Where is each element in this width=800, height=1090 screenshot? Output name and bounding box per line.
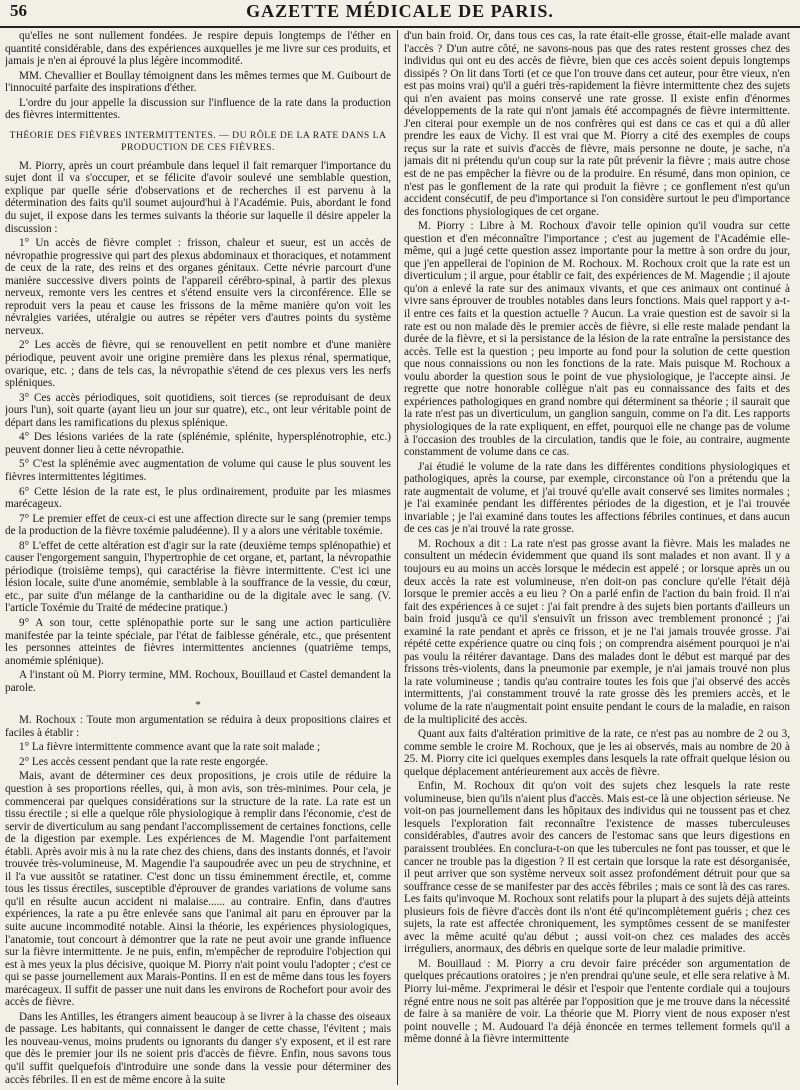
section-separator: * <box>195 699 201 712</box>
paragraph: d'un bain froid. Or, dans tous ces cas, la rate était-elle grosse, était-elle malade avant l'accès ? D'un autre côté, ne savons-nous pas que des rates restent grosses chez des individus qui ont eu des accès de fièvre, bien que ces accès soient depuis longtemps dissipés ? On lit dans Torti (et ce que l'on trouve dans cet auteur, pour être vieux, n'en est pas moins vrai) qu'il a guéri très-rapidement la fièvre intermittente chez des sujets qui n'en avaient pas moins conservé une rate grosse. Il existe enfin d'énormes développements de la rate qui n'ont jamais été accompagnés de fièvre intermittente. J'en citerai pour exemple un de nos confrères qui est dans ce cas et qui a dû aller prendre les eaux de Vichy. Il est vrai que M. Piorry a cité des exemples de coups reçus sur la rate et suivis d'accès de fièvre, mais personne ne doute, je sache, n'a jamais dit ni prétendu qu'un coup sur la rate pût prévenir la fièvre ; mais autre chose est de ne pas empêcher la fièvre ou de la produire. En résumé, dans mon opinion, ce n'est pas le gonflement de la rate qui produit la fièvre ; ce gonflement n'est qu'un accident consécutif, de peu d'importance si l'on considère surtout le peu d'importance des fonctions physiologiques de cet organe. <box>404 30 790 218</box>
journal-title: GAZETTE MÉDICALE DE PARIS. <box>246 1 554 21</box>
left-column <box>5 30 391 1085</box>
paragraph: 2° Les accès cessent pendant que la rate reste engorgée. <box>19 755 269 768</box>
paragraph: qu'elles ne sont nullement fondées. Je respire depuis longtemps de l'éther en quantité considérable, dans des expériences auxquelles je me livre sur ces produits, et jamais je n'en ai éprouvé la plus légère incommodité. <box>5 30 391 68</box>
paragraph: A l'instant où M. Piorry termine, MM. Rochoux, Bouillaud et Castel demandent la parole. <box>5 669 391 694</box>
paragraph: 8° L'effet de cette altération est d'agir sur la rate (deuxième temps splénopathie) et causer l'engorgement sanguin, l'hypertrophie de cet organe, et, partant, la névropathie périodique (troisième temps), qui caractérise la fièvre intermittente. C'est ici une lésion locale, suite d'une anomémie, semblable à la souffrance de la vessie, du cœur, etc., par suite d'un mélange de la cantharidine ou de la digitale avec le sang. (V. l'article Toxémie du Traité de médecine pratique.) <box>5 539 391 615</box>
right-column <box>404 30 790 1085</box>
paragraph: Mais, avant de déterminer ces deux propositions, je crois utile de réduire la question à ses proportions réelles, qui, à mon avis, son très-minimes. Pour cela, je commencerai par quelques considérations sur la structure de la rate. La rate est un tissu érectile ; si elle a quelque rôle physiologique à remplir dans l'économie, c'est de servir de diverticulum au sang pendant l'accomplissement de certaines fonctions, celle de la digestion par exemple. Les expériences de M. Magendie l'ont parfaitement établi. Après avoir mis à nu la rate chez des chiens, dans des instants donnés, et l'avoir trouvée très-volumineuse, M. Magendie l'a saupoudrée avec un peu de strychnine, et il l'a vue aussitôt se ratatiner. C'est donc un tissu éminemment érectile, et, comme tous les tissus érectiles, susceptible d'éprouver de grandes variations de volume sans qu'il en résulte aucun accident ni malaise...... au contraire. Enfin, dans d'autres expériences, la rate a pu être enlevée sans que l'animal ait paru en éprouver par la suite aucune incommodité notable. Ainsi la théorie, les expériences physiologiques, l'anatomie, tout concourt à démontrer que la rate ne peut avoir une grande influence sur la fièvre intermittente. Je ne puis, enfin, m'empêcher de reproduire l'objection qui est à mes yeux la plus décisive, quoique M. Piorry n'ait point voulu l'adopter ; c'est ce qui se passe journellement aux Marais-Pontins. Il en est de même dans tous les foyers marécageux. Il suffit de passer une nuit dans les environs de Rochefort pour avoir des accès de fièvre. <box>5 770 391 1009</box>
paragraph: M. Rochoux : Toute mon argumentation se réduira à deux propositions claires et faciles à établir : <box>5 714 391 739</box>
paragraph: 1° Un accès de fièvre complet : frisson, chaleur et sueur, est un accès de névropathie progressive qui part des plexus abdominaux et thoraciques, et notamment de ceux de la rate, des reins et des organes génitaux. Cette névrie parcourt d'une manière successive divers points de l'appareil cérébro-spinal, à partir des plexus nerveux, remonte vers les centres et s'étend ensuite vers la circonférence. Elle se reproduit vers la peau et cause les frissons de la même manière qu'on voit les névralgies variées, utéralgie ou autres se répéter vers d'autres points du système nerveux. <box>5 237 391 337</box>
paragraph: J'ai étudié le volume de la rate dans les différentes conditions physiologiques et pathologiques, après la course, par exemple, circonstance où l'on a prétendu que la rate augmentait de volume, et j'ai trouvé qu'elle avait conservé ses limites normales ; je l'ai examinée pendant les différentes périodes de la digestion, et je l'ai trouvée invariable ; je l'ai examiné dans toutes les affections fébriles continues, et dans aucun de ces cas je n'ai trouvé la rate grosse. <box>404 460 790 536</box>
column-divider <box>397 30 398 1085</box>
paragraph: 2° Les accès de fièvre, qui se renouvellent en petit nombre et d'une manière périodique, peuvent avoir une origine première dans les plexus rénal, spermatique, ovarique, etc. ; dans de tels cas, la névropathie s'étend de ces plexus vers les nerfs spléniques. <box>5 339 391 390</box>
paragraph: 9° A son tour, cette splénopathie porte sur le sang une action particulière manifestée par la teinte spéciale, par l'état de faiblesse générale, etc., que présentent les personnes atteintes de fièvres intermittentes anciennes (quatrième temps, anomémie splénique). <box>5 616 391 667</box>
paragraph: Quant aux faits d'altération primitive de la rate, ce n'est pas au nombre de 2 ou 3, comme semble le croire M. Rochoux, que je les ai observés, mais au nombre de 20 à 25. M. Piorry cite ici quelques exemples dans lesquels la rate offrait quelque lésion ou quelque déplacement antérieurement aux accès de fièvre. <box>404 728 790 778</box>
page-header <box>0 0 800 28</box>
section-heading: THÉORIE DES FIÈVRES INTERMITTENTES. — DU RÔLE DE LA RATE DANS LA PRODUCTION DE CES FIÈVRES. <box>9 129 387 153</box>
paragraph: M. Piorry, après un court préambule dans lequel il fait remarquer l'importance du sujet dont il va s'occuper, et se félicite d'avoir soulevé une semblable question, explique par quelle série d'observations et de recherches il est parvenu à la détermination des faits qu'il soumet aujourd'hui à l'Académie. Puis, abordant le fond du sujet, il expose dans les termes suivants la théorie sur laquelle il désire appeler la discussion : <box>5 159 391 235</box>
paragraph: 3° Ces accès périodiques, soit quotidiens, soit tierces (se reproduisant de deux jours l'un), soit quarte (ayant lieu un jour sur quatre), etc., ont leur véritable point de départ dans les ramifications du plexus splénique. <box>5 391 391 429</box>
paragraph: 5° C'est la splénémie avec augmentation de volume qui cause le plus souvent les fièvres intermittentes légitimes. <box>5 458 391 483</box>
paragraph: 7° Le premier effet de ceux-ci est une affection directe sur le sang (premier temps de la production de la fièvre toxémie paludéenne). Il y a alors une véritable toxémie. <box>5 512 391 538</box>
paragraph: L'ordre du jour appelle la discussion sur l'influence de la rate dans la production des fièvres intermittentes. <box>5 96 391 122</box>
page-number: 56 <box>10 1 27 20</box>
paragraph: 6° Cette lésion de la rate est, le plus ordinairement, produite par les miasmes marécageux. <box>5 485 391 511</box>
paragraph: 1° La fièvre intermittente commence avant que la rate soit malade ; <box>19 741 321 754</box>
paragraph: M. Rochoux a dit : La rate n'est pas grosse avant la fièvre. Mais les malades ne consultent un médecin évidemment que quand ils sont malades et non avant. Il y a toujours eu au moins un accès lorsque le médecin est appelé ; or lorsque après un ou deux accès la rate est volumineuse, n'en doit-on pas conclure qu'elle l'était déjà lorsque le premier accès a eu lieu ? On a parlé enfin de l'action du bain froid. Il n'ai fait des expériences à ce sujet : j'ai fait prendre à des sujets bien portants d'ailleurs un bain froid jusqu'à ce qu'il s'ensuivît un frisson avec tremblement prononcé ; j'ai examiné la rate pendant et après ce frisson, et je ne l'ai jamais trouvée grosse. J'ai répété cette expérience quatre ou cinq fois ; on comprendra aisément pourquoi je n'ai pas voulu la réitérer davantage. Dans des malades dont le début est marqué par des frissons très-violents, dans la pneumonie par exemple, je n'ai jamais trouvé non plus la rate volumineuse ; tandis qu'au contraire toutes les fois que j'ai observé des accès intermittents, j'ai constamment trouvé la rate grosse dès les premiers accès, et le volume de la rate n'augmentait point ensuite pendant le cours de la maladie, en raison de la multiplicité des accès. <box>404 537 790 726</box>
paragraph: Dans les Antilles, les étrangers aiment beaucoup à se livrer à la chasse des oiseaux de passage. Les habitants, qui connaissent le danger de cette chasse, l'évitent ; mais les nouveau-venus, moins prudents ou ignorants du danger s'y exposent, et il est rare que dès le premier jour ils ne soient pris d'accès de fièvre. Enfin, nous savons tous qu'il suffit quelquefois d'introduire une sonde dans la vessie pour déterminer des accès fébriles. Il en est de même encore à la suite <box>5 1010 391 1085</box>
paragraph: M. Piorry : Libre à M. Rochoux d'avoir telle opinion qu'il voudra sur cette question et d'en méconnaître l'importance ; c'est au jugement de l'Académie elle-même, qui a jugé cette question assez importante pour la mettre à son ordre du jour, que j'en appellerai de l'opinion de M. Rochoux. M. Rochoux croit que la rate est un diverticulum ; il argue, pour établir ce fait, des expériences de M. Magendie ; il ajoute qu'on a enlevé la rate sur des animaux vivants, et que ces animaux ont continué à vivre sans éprouver de troubles notables dans leurs fonctions. Mais quel rapport y a-t-il entre ces faits et la question actuelle ? Aucun. La vraie question est de savoir si la rate est ou non malade dès le premier accès de fièvre, si elle reste malade pendant la durée de la fièvre, et si la persistance de la lésion de la rate entraîne la persistance des accès. Telle est la question ; peu importe au fond pour la solution de cette question que nous connaissions ou non les fonctions de la rate. Mais puisque M. Rochoux a voulu aborder la question sous le point de vue physiologique, je l'accepte ainsi. Je regrette que notre honorable collègue n'ait pas eu connaissance des faits et des expériences pathologiques en grand nombre qui déterminent sa théorie ; il saurait que la rate n'est pas un diverticulum, un ganglion sanguin, comme on l'a dit. Les rapports physiologiques de la rate expliquent, en effet, pourquoi elle ne change pas de volume à l'occasion des troubles de la circulation, tandis que le foie, au contraire, augmente constamment de volume dans ce cas. <box>404 220 790 459</box>
paragraph: 4° Des lésions variées de la rate (splénémie, splénite, hypersplénotrophie, etc.) peuvent donner lieu à cette névropathie. <box>5 431 391 456</box>
paragraph: M. Bouillaud : M. Piorry a cru devoir faire précéder son argumentation de quelques précautions oratoires ; je n'en prendrai qu'une seule, et elle sera relative à M. Piorry lui-même. J'exprimerai le désir et l'espoir que l'entente cordiale qui a toujours régné entre nous ne soit pas altérée par l'opposition que je me trouve dans la nécessité de faire à sa manière de voir. La théorie que M. Piorry vient de nous exposer n'est point nouvelle ; M. Audouard l'a déjà énoncée en termes tellement formels qu'il a même donné à la fièvre intermittente <box>404 957 790 1046</box>
paragraph: MM. Chevallier et Boullay témoignent dans les mêmes termes que M. Guibourt de l'innocuité parfaite des inspirations d'éther. <box>5 69 391 95</box>
paragraph: Enfin, M. Rochoux dit qu'on voit des sujets chez lesquels la rate reste volumineuse, bien qu'ils n'aient plus d'accès. Mais est-ce là une objection sérieuse. Ne voit-on pas journellement dans les hôpitaux des individus qui ne toussent pas et chez lesquels l'exploration fait reconnaître l'existence de masses tuberculeuses considérables, d'autres avoir des cancers de l'estomac sans que leurs digestions en paraissent troublées. En conclura-t-on que les tubercules ne font pas tousser, et que le cancer ne trouble pas la digestion ? Il est certain que lorsque la rate est désorganisée, il peut arriver que son système nerveux soit assez profondément détruit pour que sa souffrance cesse de se manifester par des accès fébriles ; mais ce sont là des cas rares. Les faits qu'invoque M. Rochoux sont relatifs pour la plupart à des sujets déjà atteints plusieurs fois de fièvre d'accès dont ils n'ont été qu'incomplètement guéris ; chez ces sujets, la rate est affectée chroniquement, les symptômes cessent de se manifester avec la même acuité qu'au début ; aussi voit-on chez ces malades des accès irréguliers, anormaux, des débris en quelque sorte de leur maladie primitive. <box>404 780 790 956</box>
